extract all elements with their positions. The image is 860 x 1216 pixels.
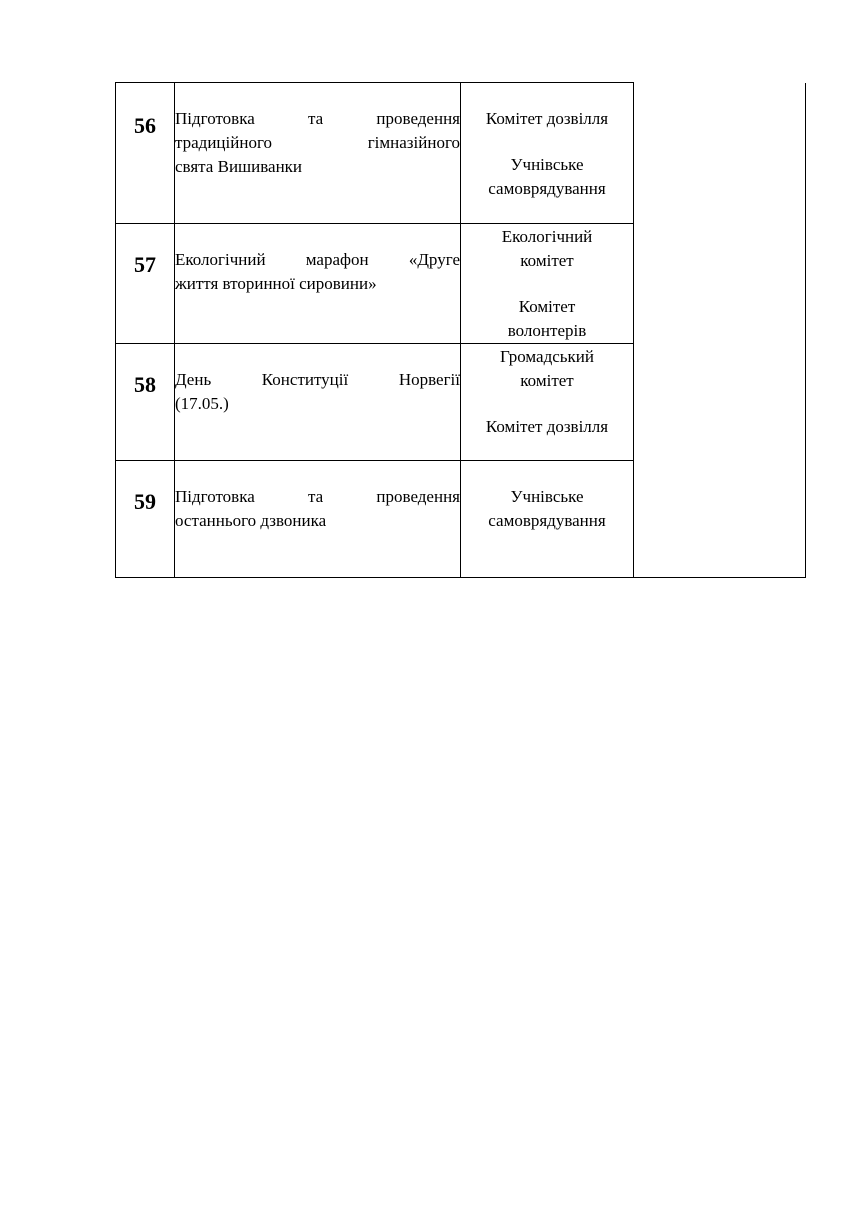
responsible-text-line: Громадський bbox=[499, 347, 595, 366]
event-text-line: свята Вишиванки bbox=[175, 157, 303, 176]
responsible-text-line: Комітет дозвілля bbox=[485, 109, 609, 128]
line-gap bbox=[461, 393, 633, 415]
responsible-text-line: Комітет дозвілля bbox=[485, 417, 609, 436]
responsible-text-line: Учнівське bbox=[510, 155, 584, 174]
responsible-cell bbox=[461, 224, 634, 344]
responsible-text-line: Учнівське bbox=[510, 487, 584, 506]
event-text-line: Підготовка та проведення bbox=[175, 487, 460, 506]
responsible-cell bbox=[461, 344, 634, 461]
event-text-line: (17.05.) bbox=[175, 394, 229, 413]
event-text-line: Підготовка та проведення bbox=[175, 109, 460, 128]
responsible-text-line: самоврядування bbox=[488, 511, 606, 530]
row-number: 59 bbox=[134, 489, 156, 514]
event-cell bbox=[175, 344, 461, 461]
responsible-cell bbox=[461, 83, 634, 224]
event-text-line: традиційного гімназійного bbox=[175, 133, 460, 152]
responsible-text-line: комітет bbox=[520, 371, 574, 390]
line-gap bbox=[461, 273, 633, 295]
line-gap bbox=[461, 131, 633, 153]
event-text-line: День Конституції Норвегії bbox=[175, 370, 460, 389]
row-number-cell bbox=[116, 224, 175, 344]
responsible-text-line: комітет bbox=[520, 251, 574, 270]
event-cell bbox=[175, 224, 461, 344]
row-number-cell bbox=[116, 461, 175, 578]
row-number: 57 bbox=[134, 252, 156, 277]
responsible-text-line: Екологічний bbox=[501, 227, 593, 246]
responsible-text-line: волонтерів bbox=[507, 321, 587, 340]
row-number: 56 bbox=[134, 113, 156, 138]
event-text-line: Екологічний марафон «Друге bbox=[175, 250, 460, 269]
row-number-cell bbox=[116, 83, 175, 224]
responsible-text-line: Комітет bbox=[518, 297, 576, 316]
row-number: 58 bbox=[134, 372, 156, 397]
event-cell bbox=[175, 83, 461, 224]
event-text-line: життя вторинної сировини» bbox=[175, 274, 377, 293]
empty-notes-cell bbox=[634, 83, 806, 578]
events-table bbox=[115, 82, 806, 578]
responsible-cell bbox=[461, 461, 634, 578]
responsible-text-line: самоврядування bbox=[488, 179, 606, 198]
event-text-line: останнього дзвоника bbox=[175, 511, 327, 530]
event-cell bbox=[175, 461, 461, 578]
table-row bbox=[116, 83, 806, 224]
row-number-cell bbox=[116, 344, 175, 461]
